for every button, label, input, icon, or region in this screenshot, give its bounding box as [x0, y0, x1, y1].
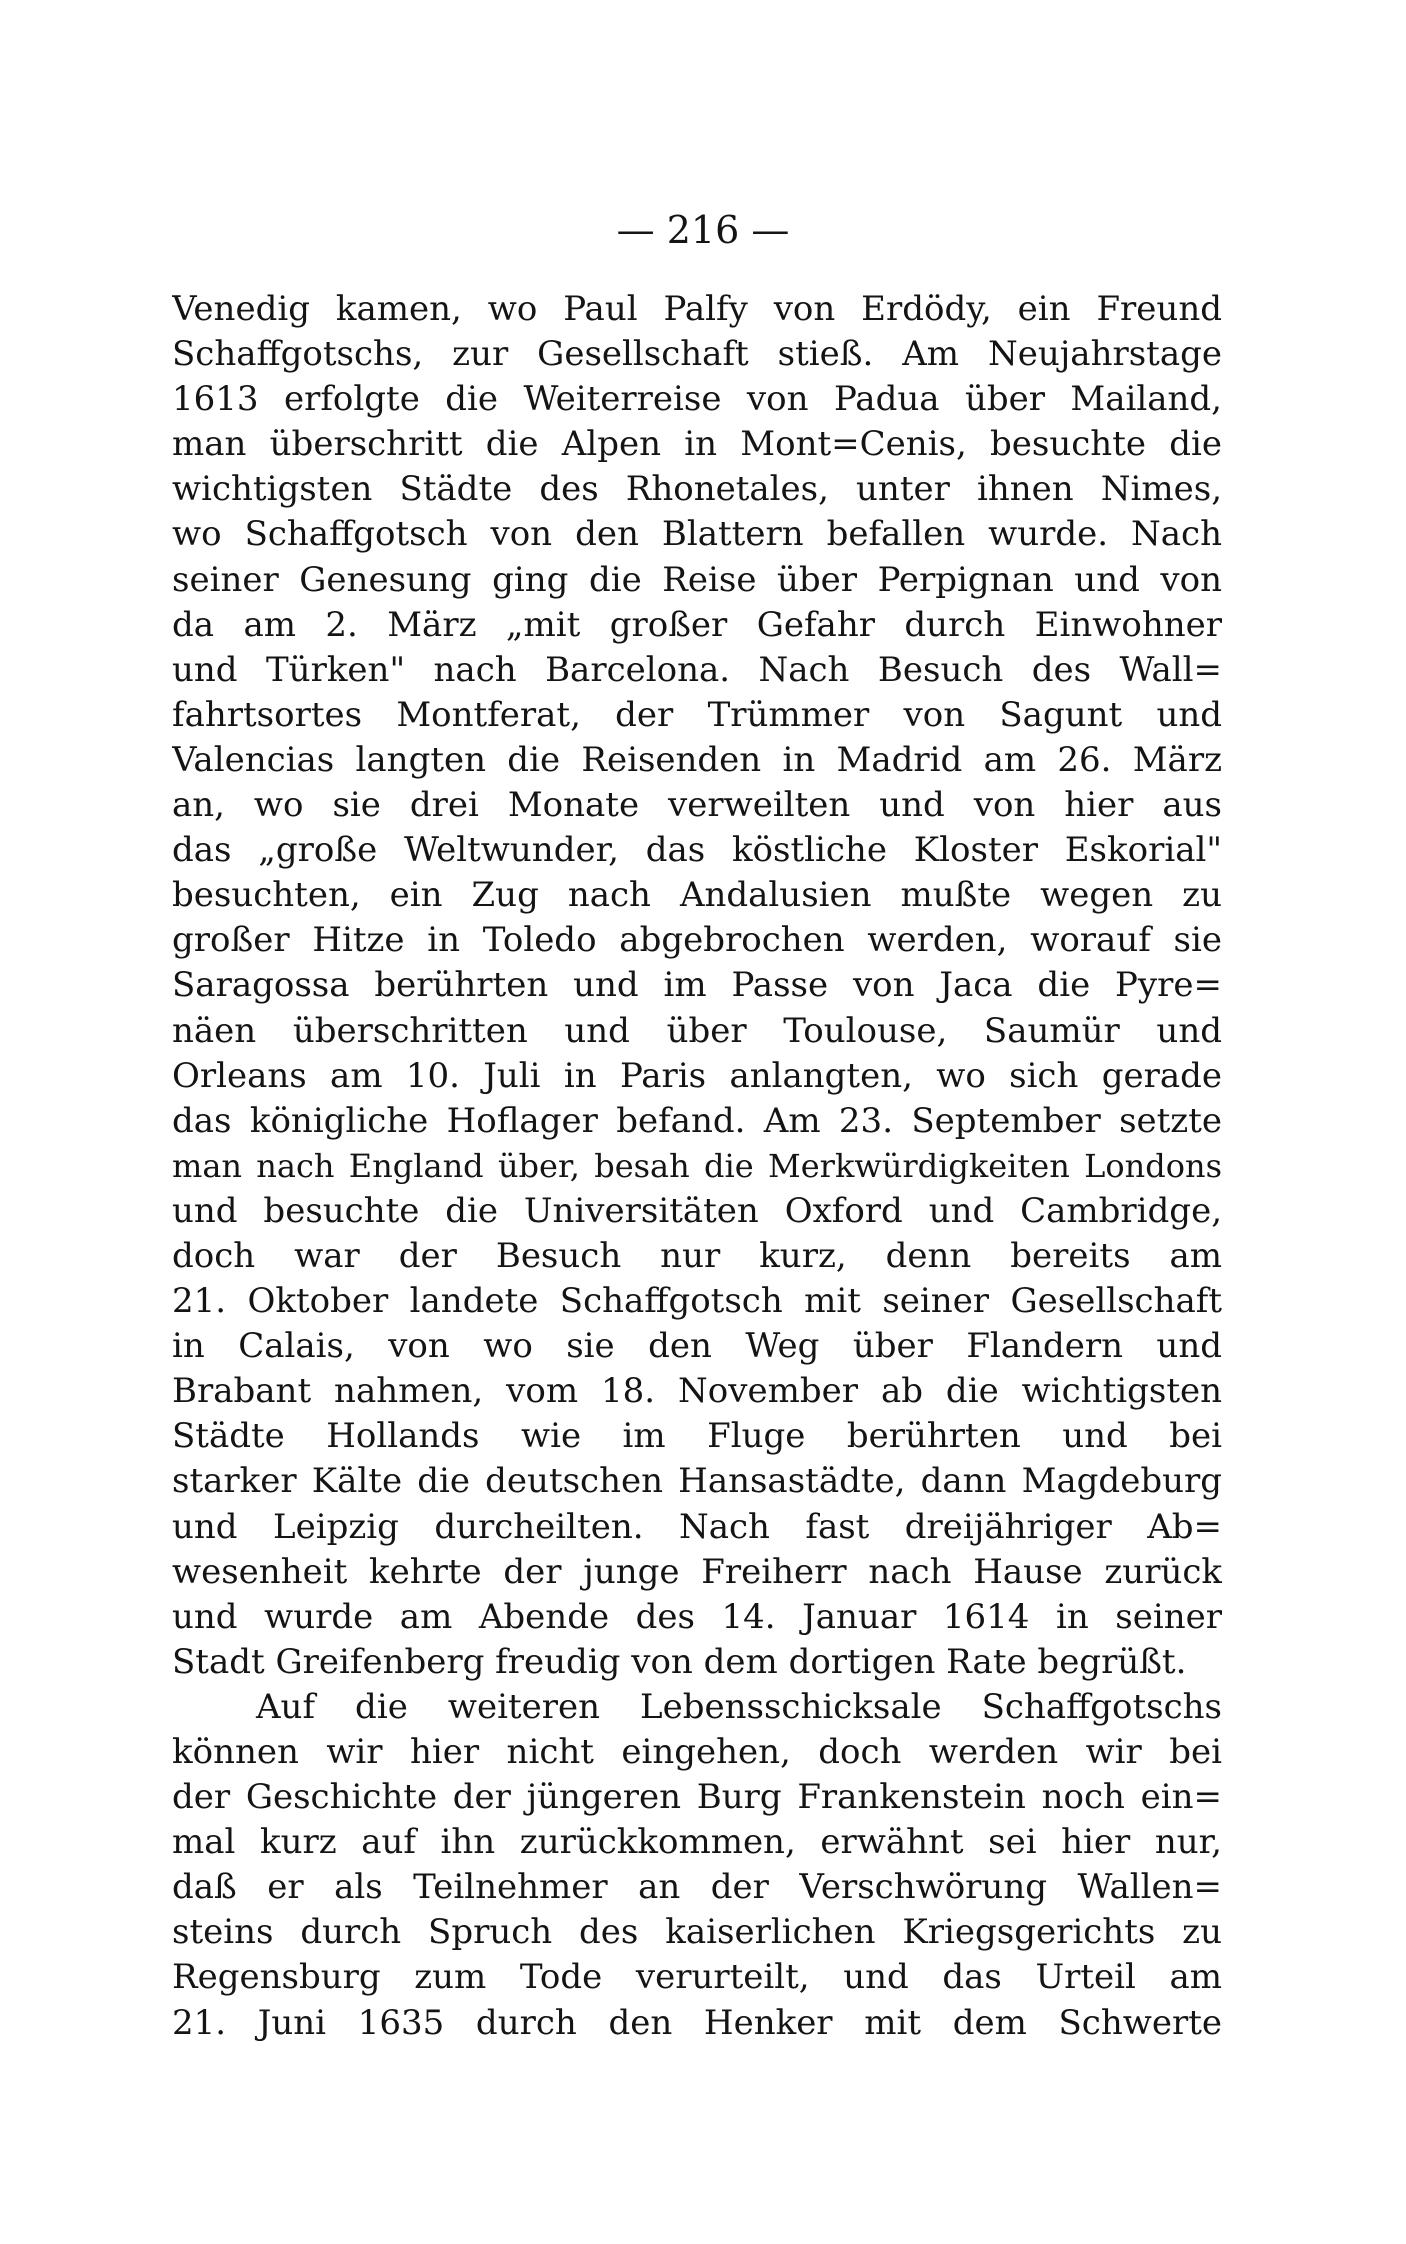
text-line: und wurde am Abende des 14. Januar 1614 in seiner: [172, 1596, 1222, 1637]
text-line: Orleans am 10. Juli in Paris anlangten, wo sich gerade: [172, 1055, 1222, 1096]
text-line: großer Hitze in Toledo abgebrochen werden, worauf sie: [172, 920, 1222, 961]
text-line: wo Schaffgotsch von den Blattern befallen wurde. Nach: [172, 514, 1222, 555]
text-line: 21. Oktober landete Schaffgotsch mit seiner Gesellschaft: [172, 1281, 1222, 1322]
text-line: mal kurz auf ihn zurückkommen, erwähnt sei hier nur,: [172, 1822, 1222, 1863]
text-line: in Calais, von wo sie den Weg über Flandern und: [172, 1326, 1222, 1367]
text-line: Brabant nahmen, vom 18. November ab die wichtigsten: [172, 1371, 1222, 1412]
text-line: man überschritt die Alpen in Mont=Cenis, besuchte die: [172, 424, 1222, 465]
text-line: starker Kälte die deutschen Hansastädte, dann Magdeburg: [172, 1461, 1222, 1502]
text-line: Auf die weiteren Lebensschicksale Schaffgotschs: [256, 1686, 1222, 1727]
text-line: wichtigsten Städte des Rhonetales, unter ihnen Nimes,: [172, 469, 1222, 510]
page-number: — 216 —: [616, 208, 790, 252]
text-line: wesenheit kehrte der junge Freiherr nach Hause zurück: [172, 1551, 1222, 1592]
text-line: doch war der Besuch nur kurz, denn bereits am: [172, 1235, 1222, 1276]
text-line: Stadt Greifenberg freudig von dem dortigen Rate begrüßt.: [172, 1641, 1187, 1682]
text-line: Schaffgotschs, zur Gesellschaft stieß. Am Neujahrstage: [172, 334, 1222, 375]
text-line: Saragossa berührten und im Passe von Jaca die Pyre=: [172, 965, 1222, 1006]
text-line: Regensburg zum Tode verurteilt, und das Urteil am: [172, 1957, 1222, 1998]
text-line: da am 2. März „mit großer Gefahr durch Einwohner: [172, 604, 1222, 645]
text-line: das königliche Hoflager befand. Am 23. September setzte: [172, 1100, 1222, 1141]
text-line: und Türken" nach Barcelona. Nach Besuch des Wall=: [172, 649, 1222, 690]
paragraph-1: [172, 287, 1222, 1685]
text-line: seiner Genesung ging die Reise über Perpignan und von: [172, 559, 1222, 600]
text-line: können wir hier nicht eingehen, doch werden wir bei: [172, 1732, 1222, 1772]
text-line: und Leipzig durcheilten. Nach fast dreijähriger Ab=: [172, 1506, 1222, 1547]
text-line: und besuchte die Universitäten Oxford und Cambridge,: [172, 1190, 1222, 1231]
text-line: Valencias langten die Reisenden in Madrid am 26. März: [172, 739, 1222, 780]
text-line: an, wo sie drei Monate verweilten und von hier aus: [172, 785, 1222, 826]
text-line: näen überschritten und über Toulouse, Saumür und: [172, 1010, 1222, 1051]
text-line: Städte Hollands wie im Fluge berührten und bei: [172, 1416, 1222, 1457]
text-line: das „große Weltwunder, das köstliche Kloster Eskorial": [172, 830, 1222, 871]
body-text: [172, 287, 1222, 2046]
text-line: Venedig kamen, wo Paul Palfy von Erdödy, ein Freund: [172, 289, 1222, 329]
text-line: steins durch Spruch des kaiserlichen Kriegsgerichts zu: [172, 1912, 1222, 1953]
text-line: besuchten, ein Zug nach Andalusien mußte wegen zu: [172, 875, 1222, 916]
text-line: man nach England über, besah die Merkwürdigkeiten Londons: [172, 1146, 1222, 1185]
text-line: daß er als Teilnehmer an der Verschwörung Wallen=: [172, 1867, 1222, 1908]
text-line: 1613 erfolgte die Weiterreise von Padua über Mailand,: [172, 379, 1222, 420]
text-line: der Geschichte der jüngeren Burg Frankenstein noch ein=: [172, 1777, 1222, 1818]
text-line: fahrtsortes Montferat, der Trümmer von Sagunt und: [172, 694, 1222, 735]
paragraph-2: [172, 1685, 1222, 2046]
text-line: 21. Juni 1635 durch den Henker mit dem Schwerte: [172, 2002, 1222, 2043]
